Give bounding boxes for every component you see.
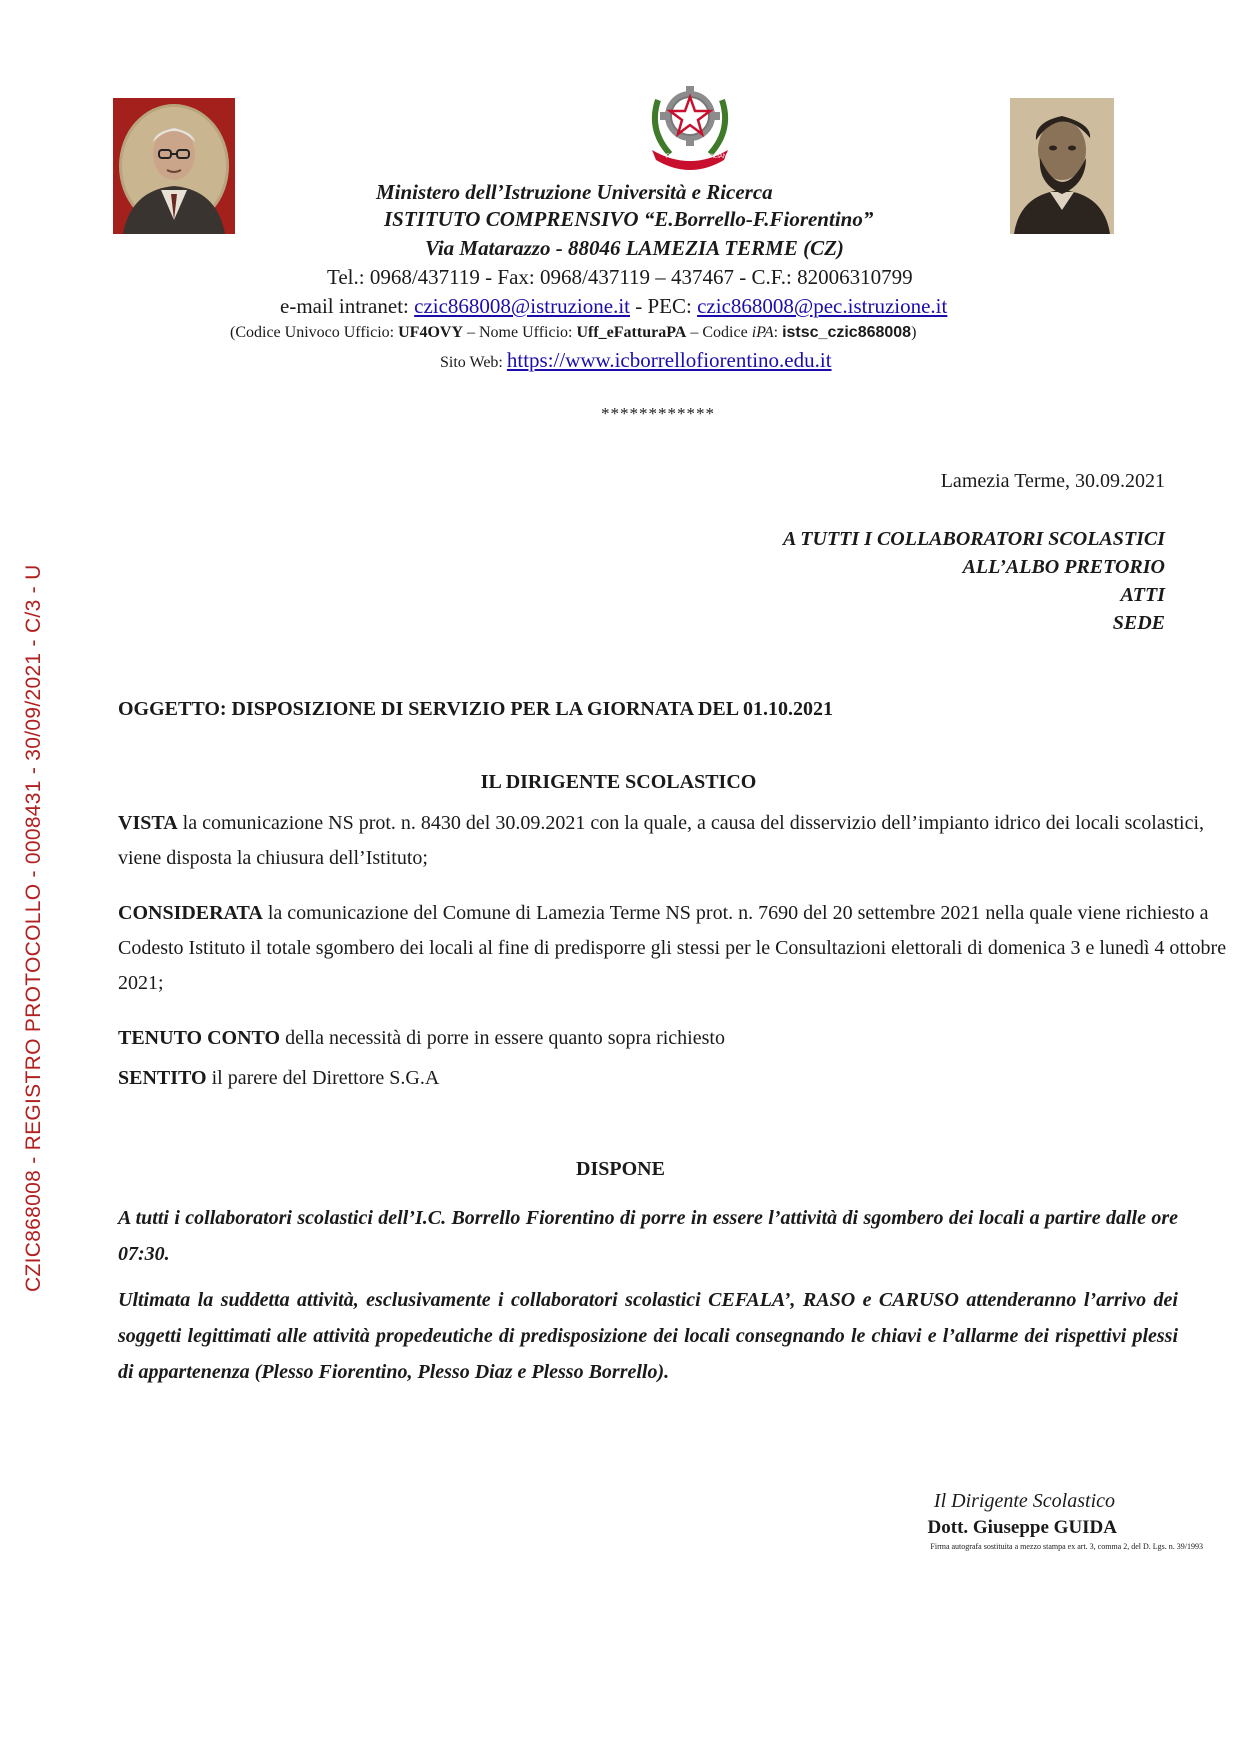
paragraph-lead: SENTITO [118,1067,207,1089]
paragraph-text: la comunicazione del Comune di Lamezia Terme NS prot. n. 7690 del 20 settembre 2021 nella quale viene richiesto a Codesto Istituto il totale sgombero dei locali al fine di predisporre gli stessi per le Consultazioni elettorali di domenica 3 e lunedì 4 ottobre 2021; [118,902,1227,994]
recipient-line: SEDE [1112,612,1165,634]
recipient-line: ATTI [1120,584,1165,606]
emblem-icon [640,80,740,176]
ipa-label: iPA [751,324,774,341]
paragraph-tenuto-conto [118,1021,1218,1056]
paragraph-text: il parere del Direttore S.G.A [206,1067,440,1089]
school-name: ISTITUTO COMPRENSIVO “E.Borrello-F.Fiorentino” [384,207,874,231]
email-link[interactable]: czic868008@istruzione.it [414,294,630,318]
portrait-fiorentino-image [1010,98,1114,234]
contact-phone: Tel.: 0968/437119 - Fax: 0968/437119 – 437467 - C.F.: 82006310799 [327,265,913,289]
pec-label: - PEC: [630,294,698,318]
recipients-block [783,525,1165,637]
codes-colon: : [773,324,783,341]
portrait-fiorentino [1010,98,1114,234]
emblem-repubblica-italiana [640,80,740,176]
codes-mid: – Nome Ufficio: [463,324,577,341]
protocol-stamp: CZIC868008 - REGISTRO PROTOCOLLO - 0008431 - 30/09/2021 - C/3 - U [22,564,45,1292]
website-link[interactable]: https://www.icborrellofiorentino.edu.it [506,348,832,372]
recipient-line: ALL’ALBO PRETORIO [962,556,1165,578]
codes-prefix: (Codice Univoco Ufficio: [230,324,399,341]
email-label: e-mail intranet: [280,294,415,318]
portrait-borrello [113,98,235,234]
paragraph-lead: CONSIDERATA [118,902,263,924]
paragraph-text: della necessità di porre in essere quanto sopra richiesto [280,1027,725,1049]
paragraph-sentito [118,1061,1218,1096]
website-line [440,348,832,373]
codes-mid2: – Codice [686,324,752,341]
site-label: Sito Web: [440,354,507,371]
school-address: Via Matarazzo - 88046 LAMEZIA TERME (CZ) [425,236,844,260]
paragraph-vista [118,806,1218,876]
contact-email-line [280,294,947,319]
portrait-borrello-image [113,98,235,234]
recipient-line: A TUTTI I COLLABORATORI SCOLASTICI [783,528,1165,550]
order-paragraph: Ultimata la suddetta attività, esclusivamente i collaboratori scolastici CEFALA’, RASO e CARUSO attenderanno l’arrivo dei soggetti legittimati alle attività propedeutiche di predisposizione dei locali consegnando le chiavi e l’allarme dei rispettivi plessi di appartenenza (Plesso Fiorentino, Plesso Diaz e Plesso Borrello). [118,1289,1178,1383]
signature-title: Il Dirigente Scolastico [933,1490,1115,1512]
nome-ufficio: Uff_eFatturaPA [576,324,687,341]
ministry-name: Ministero dell’Istruzione Università e Ricerca [376,180,773,204]
paragraph-text: la comunicazione NS prot. n. 8430 del 30.09.2021 con la quale, a causa del disservizio dell’impianto idrico dei locali scolastici, viene disposta la chiusura dell’Istituto; [118,812,1205,869]
subject-line: OGGETTO: DISPOSIZIONE DI SERVIZIO PER LA GIORNATA DEL 01.10.2021 [118,698,834,720]
codes-suffix: ) [911,324,917,341]
paragraph-considerata [118,896,1228,1001]
codice-univoco: UF4OVY [398,324,463,341]
separator-stars: ************ [601,404,715,423]
paragraph-lead: TENUTO CONTO [118,1027,281,1049]
ipa-code: istsc_czic868008 [782,324,912,341]
paragraph-lead: VISTA [118,812,178,834]
signature-name: Dott. Giuseppe GUIDA [927,1517,1117,1538]
section-heading: IL DIRIGENTE SCOLASTICO [480,771,757,793]
emblem-ribbon-text: REPVBBLICA ITALIANA [666,154,732,160]
dispone-heading: DISPONE [576,1158,665,1180]
order-paragraph: A tutti i collaboratori scolastici dell’I.C. Borrello Fiorentino di porre in essere l’attività di sgombero dei locali a partire dalle ore 07:30. [118,1207,1178,1265]
document-date: Lamezia Terme, 30.09.2021 [940,470,1165,492]
signature-note: Firma autografa sostituita a mezzo stampa ex art. 3, comma 2, del D. Lgs. n. 39/1993 [930,1542,1203,1551]
pec-link[interactable]: czic868008@pec.istruzione.it [697,294,948,318]
office-codes-line [230,324,916,342]
